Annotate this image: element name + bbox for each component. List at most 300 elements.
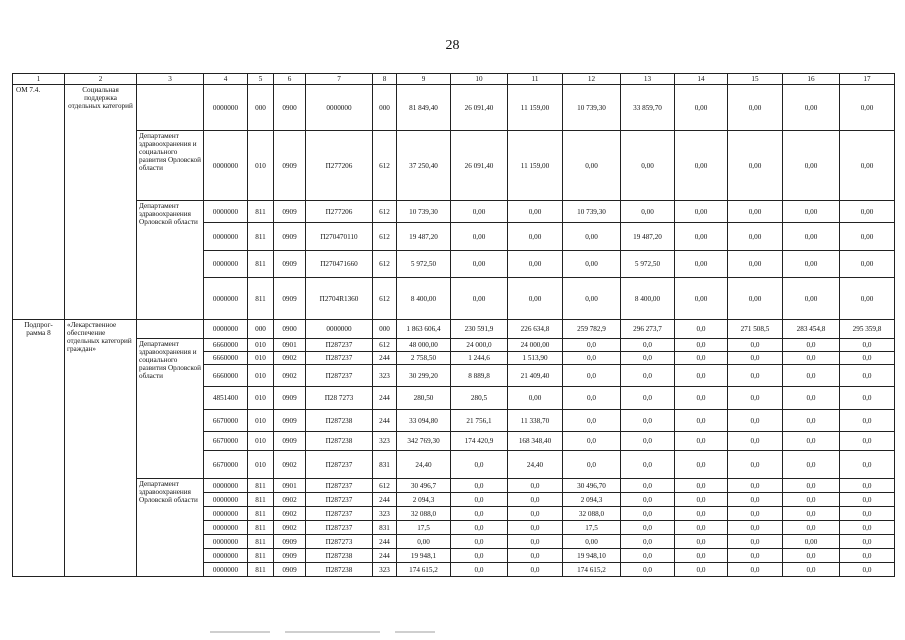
table-cell: 0,0 xyxy=(840,410,895,432)
table-cell: 010 xyxy=(248,339,274,352)
table-cell: 0,0 xyxy=(621,549,675,563)
column-header: 2 xyxy=(65,74,137,85)
table-cell: 0,0 xyxy=(621,493,675,507)
table-cell: 0,0 xyxy=(563,352,621,365)
table-cell: 174 420,9 xyxy=(451,432,508,451)
table-cell: 0,00 xyxy=(783,201,840,223)
table-cell: П270470110 xyxy=(306,223,373,251)
table-cell: 0,00 xyxy=(508,387,563,410)
table-cell: 0000000 xyxy=(204,521,248,535)
table-cell: 000 xyxy=(373,320,397,339)
table-cell: 0,0 xyxy=(728,339,783,352)
table-cell: 000 xyxy=(373,85,397,131)
table-cell: 0900 xyxy=(274,320,306,339)
table-cell: 0,0 xyxy=(783,352,840,365)
table-cell: П287237 xyxy=(306,493,373,507)
scan-artifact xyxy=(285,631,380,633)
table-cell: 323 xyxy=(373,365,397,387)
table-cell: 0,00 xyxy=(783,535,840,549)
table-cell: 0,0 xyxy=(451,493,508,507)
table-cell: 0,00 xyxy=(783,251,840,278)
column-header: 16 xyxy=(783,74,840,85)
table-cell: 0,00 xyxy=(563,278,621,320)
table-cell: 0,00 xyxy=(728,278,783,320)
table-cell: 0,00 xyxy=(675,223,728,251)
table-cell: П277206 xyxy=(306,201,373,223)
table-cell: 0,0 xyxy=(840,535,895,549)
table-cell: 0,0 xyxy=(675,549,728,563)
table-cell: 259 782,9 xyxy=(563,320,621,339)
table-cell: 0,0 xyxy=(621,432,675,451)
table-cell: 0,0 xyxy=(563,410,621,432)
table-cell: 0,0 xyxy=(621,352,675,365)
table-cell: 6670000 xyxy=(204,432,248,451)
table-cell: 0,0 xyxy=(783,549,840,563)
table-cell: 010 xyxy=(248,451,274,479)
table-cell: 244 xyxy=(373,410,397,432)
table-cell: 33 859,70 xyxy=(621,85,675,131)
table-cell: 0901 xyxy=(274,339,306,352)
table-cell: 0,0 xyxy=(621,535,675,549)
table-cell: П2704R1360 xyxy=(306,278,373,320)
table-cell: 0,0 xyxy=(451,521,508,535)
table-cell: П287238 xyxy=(306,432,373,451)
table-cell: 0,0 xyxy=(621,339,675,352)
table-cell: 811 xyxy=(248,479,274,493)
table-cell: 811 xyxy=(248,251,274,278)
table-cell: 32 088,0 xyxy=(397,507,451,521)
table-cell: 10 739,30 xyxy=(397,201,451,223)
table-cell: 0,00 xyxy=(563,535,621,549)
table-cell: 168 348,40 xyxy=(508,432,563,451)
table-cell: 0,00 xyxy=(451,278,508,320)
table-cell: 0,00 xyxy=(675,251,728,278)
table-cell: П287237 xyxy=(306,339,373,352)
table-cell: П287237 xyxy=(306,451,373,479)
column-header: 9 xyxy=(397,74,451,85)
column-header: 10 xyxy=(451,74,508,85)
table-cell: 17,5 xyxy=(563,521,621,535)
table-cell: П287238 xyxy=(306,549,373,563)
table-cell: 0,0 xyxy=(840,507,895,521)
table-cell: 0,0 xyxy=(508,493,563,507)
table-cell: 0,0 xyxy=(451,563,508,577)
table-cell: 0,00 xyxy=(621,131,675,201)
table-cell: 32 088,0 xyxy=(563,507,621,521)
table-cell: 0000000 xyxy=(204,201,248,223)
table-cell: 0,0 xyxy=(675,521,728,535)
table-cell: 0,0 xyxy=(675,387,728,410)
table-cell: 0,00 xyxy=(728,251,783,278)
table-cell: 0,00 xyxy=(840,251,895,278)
table-cell: 0,0 xyxy=(675,432,728,451)
table-cell: 010 xyxy=(248,387,274,410)
table-cell: 0,00 xyxy=(563,223,621,251)
table-cell: 0,00 xyxy=(451,251,508,278)
table-cell: 0,0 xyxy=(728,521,783,535)
table-cell: 0,00 xyxy=(675,131,728,201)
table-cell: 010 xyxy=(248,410,274,432)
column-header: 8 xyxy=(373,74,397,85)
table-cell: 0,0 xyxy=(675,410,728,432)
table-cell: 0,0 xyxy=(840,479,895,493)
table-cell: 0,00 xyxy=(508,278,563,320)
table-cell: 0,00 xyxy=(451,201,508,223)
column-header: 12 xyxy=(563,74,621,85)
table-cell: П287237 xyxy=(306,365,373,387)
table-cell: 0900 xyxy=(274,85,306,131)
table-cell: 2 758,50 xyxy=(397,352,451,365)
table-cell: 1 513,90 xyxy=(508,352,563,365)
table-cell: 0,0 xyxy=(508,479,563,493)
table-cell: 811 xyxy=(248,278,274,320)
table-cell: 0,0 xyxy=(840,493,895,507)
column-header: 14 xyxy=(675,74,728,85)
table-cell: П287237 xyxy=(306,521,373,535)
table-cell: 0,0 xyxy=(840,339,895,352)
table-cell: 0000000 xyxy=(306,320,373,339)
table-cell: 0909 xyxy=(274,535,306,549)
table-cell: 24 000,00 xyxy=(508,339,563,352)
table-row xyxy=(13,85,895,131)
table-cell: 0,0 xyxy=(840,549,895,563)
table-cell: 323 xyxy=(373,563,397,577)
table-cell: 0,00 xyxy=(675,85,728,131)
table-cell: 0,0 xyxy=(783,507,840,521)
table-cell: 19 948,10 xyxy=(563,549,621,563)
table-cell: 4851400 xyxy=(204,387,248,410)
department-name: Департамент здравоохранения и социального развития Орловской области xyxy=(137,339,204,479)
table-cell: 5 972,50 xyxy=(621,251,675,278)
table-cell: 0,00 xyxy=(783,223,840,251)
column-number-row xyxy=(13,74,895,85)
table-cell: 21 409,40 xyxy=(508,365,563,387)
table-cell: 0,0 xyxy=(728,365,783,387)
table-cell: 0,0 xyxy=(783,493,840,507)
table-cell: 811 xyxy=(248,223,274,251)
table-cell: 244 xyxy=(373,535,397,549)
scan-artifact xyxy=(210,631,270,633)
table-cell: 612 xyxy=(373,201,397,223)
table-cell: 010 xyxy=(248,352,274,365)
table-cell: 0,0 xyxy=(783,479,840,493)
table-cell: 0,0 xyxy=(728,451,783,479)
table-cell: 19 487,20 xyxy=(397,223,451,251)
column-header: 4 xyxy=(204,74,248,85)
table-cell: 0,0 xyxy=(451,535,508,549)
table-cell: 81 849,40 xyxy=(397,85,451,131)
table-cell: 0,0 xyxy=(783,563,840,577)
column-header: 15 xyxy=(728,74,783,85)
table-cell: 280,50 xyxy=(397,387,451,410)
table-cell: 0,0 xyxy=(563,432,621,451)
table-cell: 0902 xyxy=(274,451,306,479)
table-cell: 0,0 xyxy=(508,563,563,577)
table-cell: 174 615,2 xyxy=(397,563,451,577)
table-cell: 0,0 xyxy=(840,365,895,387)
table-cell: 1 244,6 xyxy=(451,352,508,365)
table-cell: 0,00 xyxy=(675,278,728,320)
table-cell: 0,0 xyxy=(621,563,675,577)
table-cell: 0,0 xyxy=(621,521,675,535)
table-cell: 174 615,2 xyxy=(563,563,621,577)
table-cell: 11 338,70 xyxy=(508,410,563,432)
table-cell: 0,0 xyxy=(840,451,895,479)
table-cell: 0,0 xyxy=(621,507,675,521)
table-cell: 0,0 xyxy=(621,365,675,387)
table-cell: 0,0 xyxy=(840,521,895,535)
table-cell: 33 094,80 xyxy=(397,410,451,432)
department-name: Департамент здравоохранения Орловской области xyxy=(137,479,204,577)
table-cell: 8 400,00 xyxy=(397,278,451,320)
table-cell: 000 xyxy=(248,85,274,131)
table-cell: 0,00 xyxy=(675,201,728,223)
table-cell: 5 972,50 xyxy=(397,251,451,278)
table-cell: 230 591,9 xyxy=(451,320,508,339)
table-cell: 0,0 xyxy=(728,387,783,410)
table-cell: 0,00 xyxy=(621,201,675,223)
table-cell: 0,0 xyxy=(783,451,840,479)
table-row xyxy=(13,339,895,352)
table-cell: 0,0 xyxy=(728,535,783,549)
table-cell: 2 094,3 xyxy=(397,493,451,507)
table-cell: 226 634,8 xyxy=(508,320,563,339)
section-code: Подпрог- рамма 8 xyxy=(13,320,65,577)
column-header: 17 xyxy=(840,74,895,85)
table-cell: 010 xyxy=(248,131,274,201)
table-cell: 323 xyxy=(373,507,397,521)
table-cell: 0,00 xyxy=(840,201,895,223)
table-cell: 244 xyxy=(373,387,397,410)
table-cell: 271 508,5 xyxy=(728,320,783,339)
table-cell: 0,0 xyxy=(451,479,508,493)
table-cell: 0,0 xyxy=(783,387,840,410)
table-cell: 0,0 xyxy=(728,432,783,451)
table-cell: 0909 xyxy=(274,432,306,451)
table-cell: 0909 xyxy=(274,251,306,278)
table-cell: 0,00 xyxy=(508,251,563,278)
table-cell: 0,0 xyxy=(675,352,728,365)
table-cell: 811 xyxy=(248,563,274,577)
table-cell: 0,0 xyxy=(675,451,728,479)
table-cell: П287273 xyxy=(306,535,373,549)
table-cell: 0,0 xyxy=(783,432,840,451)
table-cell: 0,0 xyxy=(840,387,895,410)
table-cell: 0,00 xyxy=(563,131,621,201)
table-cell: 24,40 xyxy=(508,451,563,479)
table-cell: 811 xyxy=(248,507,274,521)
table-cell: 10 739,30 xyxy=(563,85,621,131)
department-name: Департамент здравоохранения и социального развития Орловской области xyxy=(137,131,204,201)
table-cell: 0000000 xyxy=(204,549,248,563)
table-cell: 0909 xyxy=(274,410,306,432)
table-cell: П287237 xyxy=(306,507,373,521)
table-cell: 612 xyxy=(373,479,397,493)
table-cell: 0901 xyxy=(274,479,306,493)
table-row xyxy=(13,131,895,201)
table-cell: 0,0 xyxy=(563,339,621,352)
table-cell: 323 xyxy=(373,432,397,451)
table-cell: 19 487,20 xyxy=(621,223,675,251)
table-cell: 6660000 xyxy=(204,352,248,365)
table-cell: 0,0 xyxy=(451,549,508,563)
table-cell: 0,0 xyxy=(508,507,563,521)
table-cell: 0,0 xyxy=(675,535,728,549)
table-cell: 0,0 xyxy=(783,339,840,352)
table-cell: 244 xyxy=(373,352,397,365)
table-cell: 0,00 xyxy=(397,535,451,549)
table-cell: 0,0 xyxy=(783,521,840,535)
table-cell: 0,00 xyxy=(728,85,783,131)
table-cell: 0,00 xyxy=(508,223,563,251)
table-cell: 48 000,00 xyxy=(397,339,451,352)
table-cell: 296 273,7 xyxy=(621,320,675,339)
table-cell: 0,0 xyxy=(451,451,508,479)
table-cell: 0000000 xyxy=(204,493,248,507)
table-cell: 295 359,8 xyxy=(840,320,895,339)
table-cell: П277206 xyxy=(306,131,373,201)
table-cell: 0,0 xyxy=(840,432,895,451)
table-cell: 0909 xyxy=(274,549,306,563)
table-cell: 24 000,0 xyxy=(451,339,508,352)
table-cell: 811 xyxy=(248,493,274,507)
table-cell: 0902 xyxy=(274,365,306,387)
column-header: 13 xyxy=(621,74,675,85)
table-cell: 0,00 xyxy=(840,223,895,251)
table-cell: 612 xyxy=(373,131,397,201)
table-cell: 0,00 xyxy=(840,85,895,131)
table-cell: 000 xyxy=(248,320,274,339)
column-header: 11 xyxy=(508,74,563,85)
section-title: Социальная поддержка отдельных категорий xyxy=(65,85,137,320)
table-cell: 0000000 xyxy=(204,320,248,339)
table-cell: 0,0 xyxy=(728,479,783,493)
table-cell: 811 xyxy=(248,535,274,549)
table-cell: 6670000 xyxy=(204,451,248,479)
table-cell: 0,0 xyxy=(563,365,621,387)
table-cell: 0,0 xyxy=(563,451,621,479)
table-cell: 811 xyxy=(248,201,274,223)
table-row xyxy=(13,320,895,339)
table-cell: 0000000 xyxy=(306,85,373,131)
table-cell: П287238 xyxy=(306,563,373,577)
table-cell: 612 xyxy=(373,223,397,251)
table-cell: 0000000 xyxy=(204,223,248,251)
table-cell: 0000000 xyxy=(204,131,248,201)
column-header: 7 xyxy=(306,74,373,85)
table-cell: 19 948,1 xyxy=(397,549,451,563)
section-title: «Лекарственное обеспечение отдельных категорий граждан» xyxy=(65,320,137,577)
table-cell: 342 769,30 xyxy=(397,432,451,451)
table-cell: 010 xyxy=(248,365,274,387)
table-cell: 0,00 xyxy=(783,278,840,320)
table-cell: 0,00 xyxy=(840,131,895,201)
table-cell: 0,00 xyxy=(783,131,840,201)
table-cell: 0902 xyxy=(274,352,306,365)
table-cell: 0,0 xyxy=(675,507,728,521)
table-cell: 0,0 xyxy=(675,320,728,339)
table-cell: 0,0 xyxy=(621,451,675,479)
table-cell: 0,0 xyxy=(621,387,675,410)
department-name: Департамент здравоохранения Орловской области xyxy=(137,201,204,320)
table-cell: 0,0 xyxy=(508,549,563,563)
budget-table xyxy=(12,73,895,577)
table-cell: 811 xyxy=(248,549,274,563)
table-cell: 0,0 xyxy=(621,410,675,432)
table-cell: 283 454,8 xyxy=(783,320,840,339)
table-cell: 0909 xyxy=(274,131,306,201)
table-cell: П28 7273 xyxy=(306,387,373,410)
table-cell: 0909 xyxy=(274,278,306,320)
table-cell: 0,00 xyxy=(451,223,508,251)
table-cell: 0,0 xyxy=(728,410,783,432)
table-cell: 280,5 xyxy=(451,387,508,410)
table-cell: 0,0 xyxy=(783,365,840,387)
table-cell: 30 496,70 xyxy=(563,479,621,493)
table-cell: 30 299,20 xyxy=(397,365,451,387)
table-cell: 0,0 xyxy=(675,479,728,493)
table-cell: 0,0 xyxy=(675,493,728,507)
table-cell: 17,5 xyxy=(397,521,451,535)
column-header: 3 xyxy=(137,74,204,85)
table-cell: 0,0 xyxy=(675,365,728,387)
table-cell: 0000000 xyxy=(204,278,248,320)
table-cell: 0909 xyxy=(274,563,306,577)
table-cell: 0,00 xyxy=(728,201,783,223)
column-header: 6 xyxy=(274,74,306,85)
table-cell: 0000000 xyxy=(204,507,248,521)
table-cell: П287237 xyxy=(306,352,373,365)
table-cell: 11 159,00 xyxy=(508,85,563,131)
table-cell: 612 xyxy=(373,339,397,352)
table-cell: 21 756,1 xyxy=(451,410,508,432)
table-cell: 6660000 xyxy=(204,365,248,387)
table-cell: 0,0 xyxy=(728,352,783,365)
table-cell: 0000000 xyxy=(204,479,248,493)
table-cell: 831 xyxy=(373,521,397,535)
table-cell: 0,0 xyxy=(675,339,728,352)
table-cell: 244 xyxy=(373,493,397,507)
table-cell: 010 xyxy=(248,432,274,451)
table-cell: 244 xyxy=(373,549,397,563)
table-cell: 0,0 xyxy=(728,563,783,577)
table-cell: 0902 xyxy=(274,507,306,521)
table-cell: 0000000 xyxy=(204,563,248,577)
table-cell: 8 400,00 xyxy=(621,278,675,320)
table-cell: 30 496,7 xyxy=(397,479,451,493)
table-cell: П287238 xyxy=(306,410,373,432)
table-cell: 26 091,40 xyxy=(451,131,508,201)
table-cell: 0909 xyxy=(274,387,306,410)
table-cell: 0,00 xyxy=(840,278,895,320)
column-header: 1 xyxy=(13,74,65,85)
table-cell: 811 xyxy=(248,521,274,535)
table-cell: 0,0 xyxy=(563,387,621,410)
table-cell: 0,0 xyxy=(621,479,675,493)
page-number: 28 xyxy=(445,38,460,53)
table-cell: 612 xyxy=(373,278,397,320)
table-cell: 0000000 xyxy=(204,251,248,278)
table-cell: 2 094,3 xyxy=(563,493,621,507)
table-cell: 11 159,00 xyxy=(508,131,563,201)
table-cell: 0902 xyxy=(274,521,306,535)
table-cell: 6670000 xyxy=(204,410,248,432)
table-cell: П287237 xyxy=(306,479,373,493)
table-cell: 0,00 xyxy=(563,251,621,278)
table-cell: 0909 xyxy=(274,201,306,223)
section-code: ОМ 7.4. xyxy=(13,85,65,320)
table-cell: 0,00 xyxy=(508,201,563,223)
